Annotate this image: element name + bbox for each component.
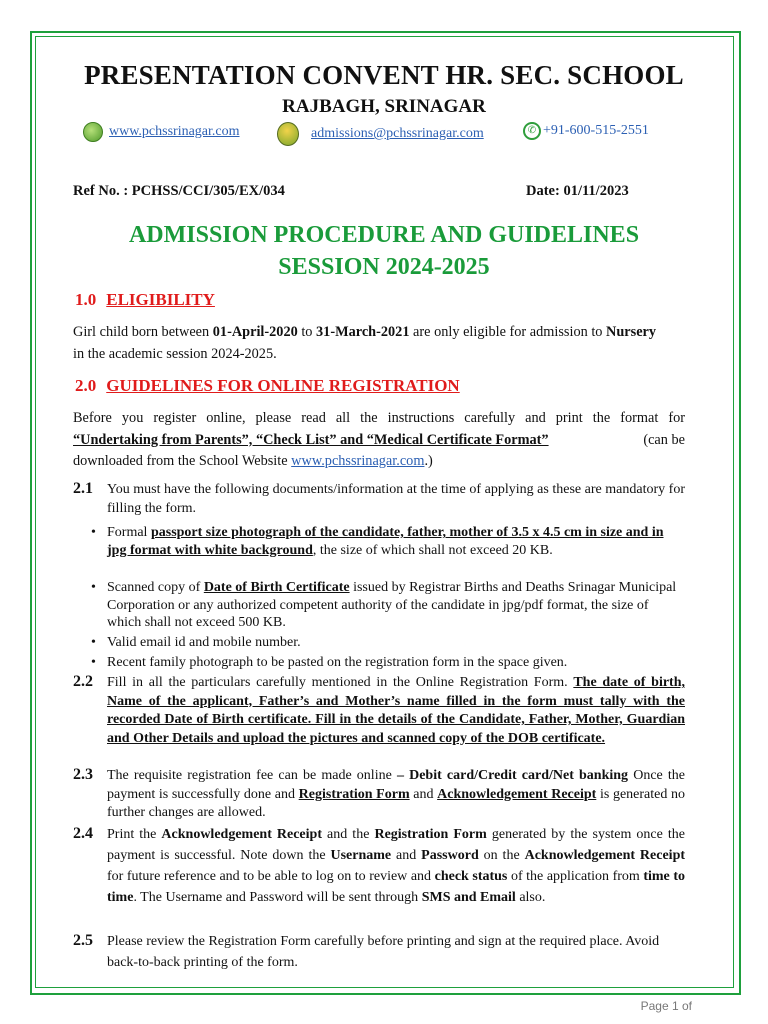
guideline-item — [73, 931, 685, 973]
emphasis: time to time — [107, 869, 685, 905]
list-item — [91, 634, 685, 652]
section-label: GUIDELINES FOR ONLINE REGISTRATION — [106, 376, 460, 395]
text-run: Scanned copy of — [107, 580, 204, 595]
text-run: Girl child born between — [73, 324, 213, 340]
email-link[interactable]: admissions@pchssrinagar.com — [311, 126, 484, 141]
list-item — [91, 579, 685, 632]
guideline-item — [73, 674, 685, 748]
text-run: Before you register online, please read all the instructions carefully and print the format for — [73, 410, 685, 426]
text-run: of the application from — [507, 869, 644, 884]
emphasis: Acknowledgement Receipt — [524, 848, 686, 863]
document-title: ADMISSION PROCEDURE AND GUIDELINES — [128, 222, 640, 248]
list-item — [91, 654, 685, 672]
guideline-item — [73, 767, 685, 823]
item-text: You must have the following documents/information at the time of applying as these are mandatory for filling the form. — [107, 482, 685, 516]
text-run: are only eligible for admission to — [409, 324, 607, 340]
date-to: 31-March-2021 — [316, 324, 410, 340]
emphasis: Password — [421, 848, 479, 863]
payment-modes: – Debit card/Credit card/Net banking — [396, 768, 629, 783]
text-run: Print the — [107, 827, 162, 842]
date-from: 01-April-2020 — [212, 324, 298, 340]
acknowledgement-receipt-label: Acknowledgement Receipt — [437, 786, 597, 802]
emphasis: Registration Form — [374, 827, 487, 842]
text-run: Once the payment is successfully done and — [107, 768, 685, 802]
class-name: Nursery — [606, 324, 657, 340]
text-run: The requisite registration fee can be made online — [107, 768, 397, 783]
phone-icon: ✆ — [523, 122, 541, 140]
text-run: Fill in all the particulars carefully mentioned in the Online Registration Form. — [107, 675, 574, 690]
bullet-icon: • — [91, 635, 96, 650]
item-text: Valid email id and mobile number. — [107, 635, 301, 650]
globe-icon — [83, 122, 103, 142]
section-heading-guidelines — [75, 376, 460, 396]
photo-requirement: passport size photograph of the candidate, father, mother of 3.5 x 4.5 cm in size and in jpg format with white background — [107, 525, 664, 558]
text-run: , the size of which shall not exceed 20 KB. — [312, 542, 553, 558]
item-text: Recent family photograph to be pasted on the registration form in the space given. — [107, 655, 568, 670]
text-run: . The Username and Password will be sent through — [133, 890, 422, 905]
session-title: SESSION 2024-2025 — [278, 254, 490, 280]
guideline-item — [73, 824, 685, 908]
emphasis: SMS and Email — [421, 890, 516, 905]
reference-number: Ref No. : PCHSS/CCI/305/EX/034 — [73, 183, 285, 199]
text-run: in the academic session 2024-2025. — [73, 345, 277, 362]
phone-number[interactable]: +91-600-515-2551 — [543, 123, 649, 138]
emphasis: check status — [434, 869, 508, 884]
bullet-icon: • — [91, 580, 96, 595]
email-icon — [277, 122, 299, 146]
registration-form-label: Registration Form — [298, 786, 410, 802]
text-run: also. — [515, 890, 546, 905]
section-heading-eligibility — [75, 290, 215, 310]
section-number: 1.0 — [75, 290, 97, 309]
text-run: downloaded from the School Website — [73, 453, 292, 469]
forms-list: “Undertaking from Parents”, “Check List” and “Medical Certificate Format” — [73, 431, 549, 448]
contact-bar — [0, 122, 768, 146]
phone-contact — [523, 122, 649, 140]
item-number: 2.3 — [73, 766, 93, 783]
guideline-item — [73, 481, 685, 518]
emphasis: Username — [330, 848, 392, 863]
website-link[interactable]: www.pchssrinagar.com — [109, 124, 240, 139]
text-run: .) — [424, 453, 433, 469]
school-name: PRESENTATION CONVENT HR. SEC. SCHOOL — [84, 60, 684, 90]
text-run: generated by the system once the payment is successful. Note down the — [107, 827, 685, 863]
bullet-icon: • — [91, 655, 96, 670]
text-run: Formal — [107, 525, 151, 540]
email-contact — [277, 122, 484, 146]
item-number: 2.5 — [73, 932, 93, 949]
item-number: 2.1 — [73, 480, 93, 497]
section-label: ELIGIBILITY — [106, 290, 215, 309]
list-item — [91, 524, 685, 559]
item-text: Please review the Registration Form carefully before printing and sign at the required place. Avoid back-to-back printing of the form. — [107, 934, 660, 970]
school-location: RAJBAGH, SRINAGAR — [282, 96, 486, 117]
text-run: on the — [478, 848, 525, 863]
text-run: to — [297, 324, 317, 340]
website-contact — [83, 122, 240, 142]
eligibility-text — [73, 322, 685, 365]
emphasis: Acknowledgement Receipt — [161, 827, 322, 842]
text-run: and — [391, 848, 422, 863]
text-run: (can be — [643, 431, 685, 448]
item-number: 2.2 — [73, 673, 93, 690]
tally-requirement: The date of birth, Name of the applicant, Father’s and Mother’s name filled in the form must tally with the recorded Date of Birth certificate. Fill in the details of the Candidate, Father, Mother, Guardian and Other Details and upload the pictures and scanned copy of the DOB certificate. — [107, 675, 685, 746]
dob-certificate: Date of Birth Certificate — [203, 580, 350, 595]
page-number: Page 1 of — [640, 999, 692, 1013]
text-run: for future reference and to be able to log on to review and — [107, 869, 435, 884]
website-link[interactable]: www.pchssrinagar.com — [291, 453, 425, 469]
text-run: and the — [322, 827, 375, 842]
document-date: Date: 01/11/2023 — [526, 183, 629, 199]
text-run: and — [409, 786, 438, 802]
section-number: 2.0 — [75, 376, 97, 395]
bullet-icon: • — [91, 525, 96, 540]
item-number: 2.4 — [73, 825, 93, 842]
text-run: issued by Registrar Births and Deaths Srinagar Municipal Corporation or any authorized competent authority of the candidate in jpg/pdf format, the size of which shall not exceed 500 KB. — [107, 580, 677, 630]
guidelines-intro — [73, 408, 685, 473]
text-run: is generated no further changes are allowed. — [107, 786, 686, 820]
